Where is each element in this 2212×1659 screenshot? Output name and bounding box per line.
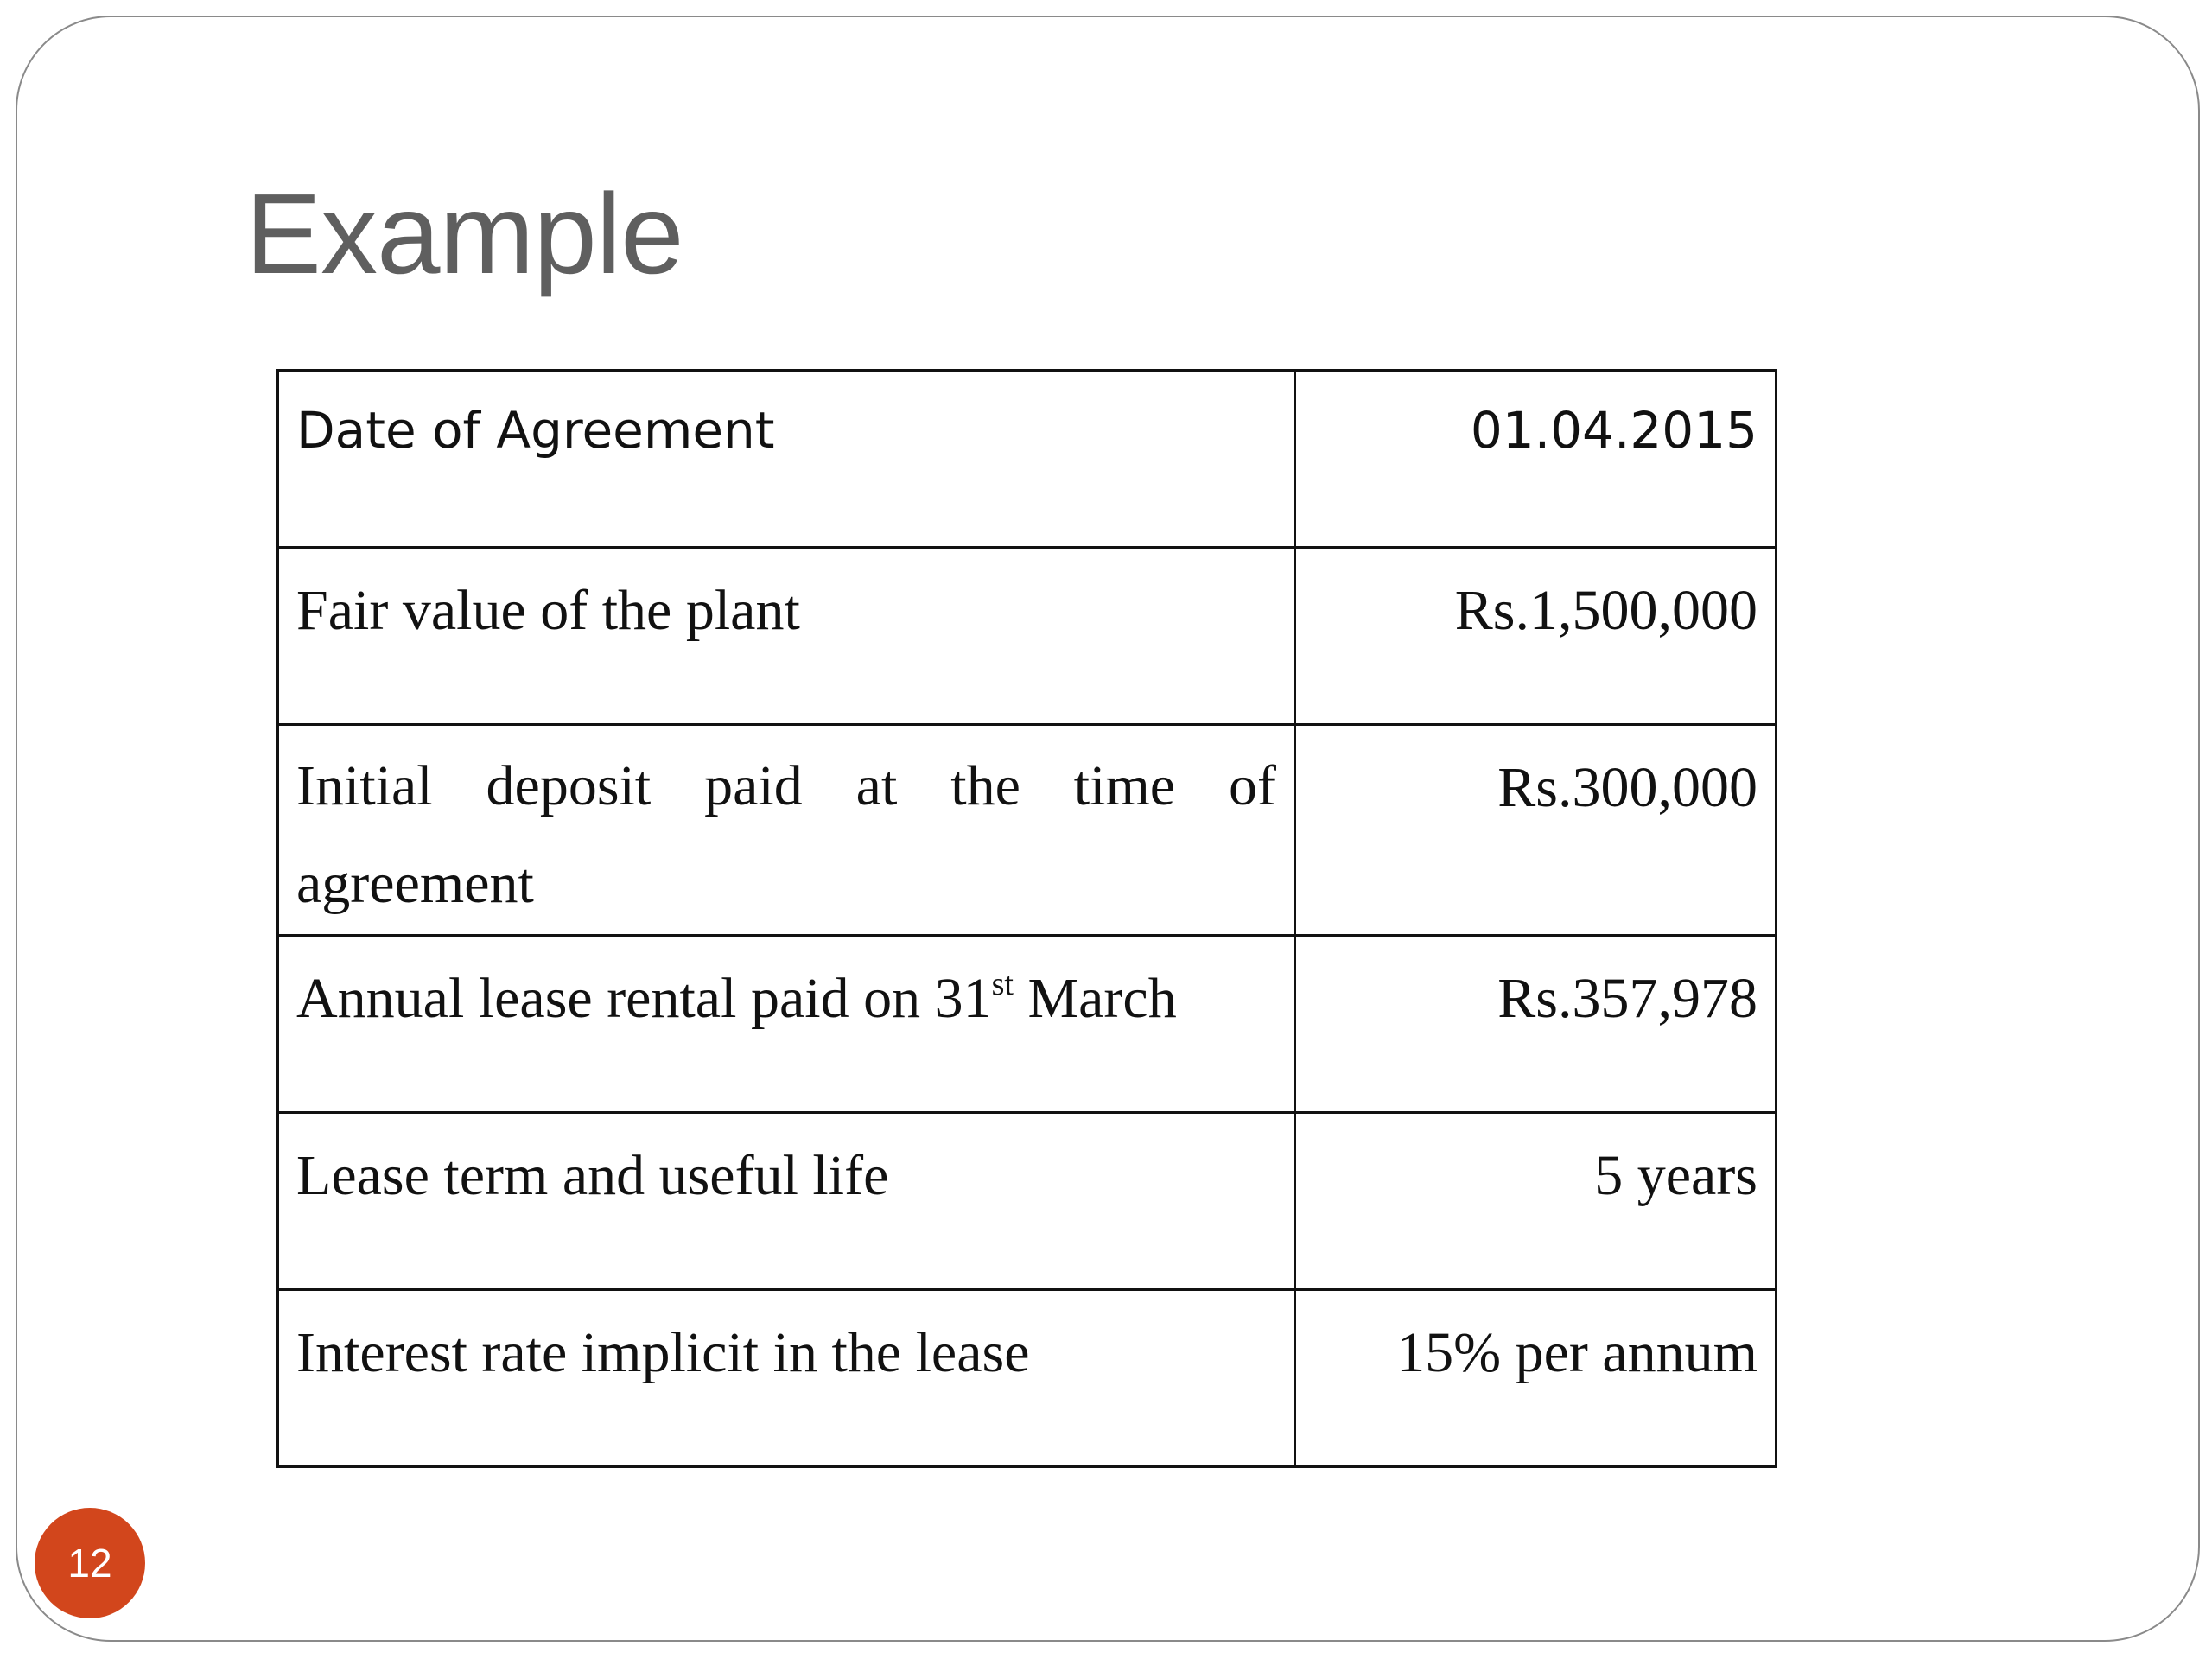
slide-number-badge: 12 <box>35 1508 145 1618</box>
ordinal-suffix: st <box>991 966 1014 1002</box>
row-value: 5 years <box>1295 1113 1777 1290</box>
slide-title: Example <box>245 170 683 297</box>
row-label <box>278 725 1295 936</box>
row-value: Rs.357,978 <box>1295 936 1777 1113</box>
row-value: 15% per annum <box>1295 1290 1777 1467</box>
row-label: Fair value of the plant <box>278 548 1295 725</box>
table-row <box>278 371 1777 548</box>
row-value: Rs.1,500,000 <box>1295 548 1777 725</box>
table-row <box>278 936 1777 1113</box>
row-value: Rs.300,000 <box>1295 725 1777 936</box>
row-label-line-2: agreement <box>296 851 534 915</box>
table-row <box>278 1113 1777 1290</box>
row-value: 01.04.2015 <box>1295 371 1777 548</box>
row-label-text-end: March <box>1013 967 1177 1030</box>
lease-details-table <box>276 369 1777 1468</box>
row-label <box>278 936 1295 1113</box>
row-label: Date of Agreement <box>278 371 1295 548</box>
row-label: Lease term and useful life <box>278 1113 1295 1290</box>
row-label: Interest rate implicit in the lease <box>278 1290 1295 1467</box>
table-row <box>278 548 1777 725</box>
row-label-line-1: Initial deposit paid at the time of <box>296 754 1276 817</box>
table-row <box>278 1290 1777 1467</box>
row-label-text: Annual lease rental paid on 31 <box>296 967 992 1030</box>
table-row <box>278 725 1777 936</box>
